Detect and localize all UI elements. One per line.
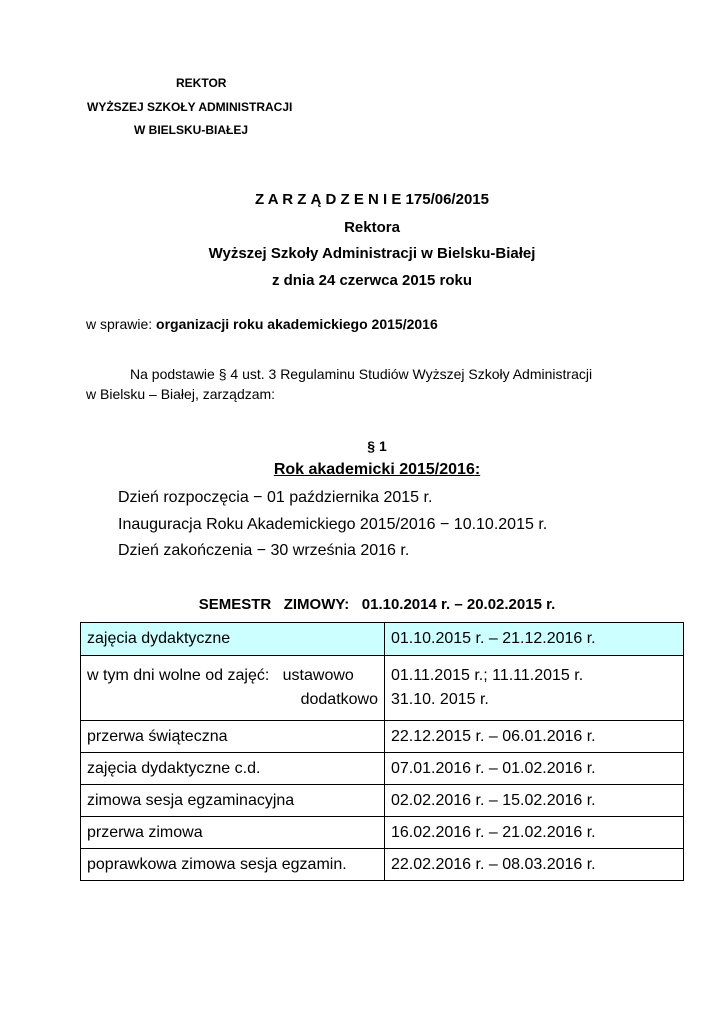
title-date: z dnia 24 czerwca 2015 roku xyxy=(271,272,473,289)
holiday-statutory-label: w tym dni wolne od zajęć: ustawowo xyxy=(87,667,354,684)
subject-prefix: w sprawie: xyxy=(86,316,157,332)
preamble-line1: Na podstawie § 4 ust. 3 Regulaminu Studiów Wyższej Szkoły Administracji xyxy=(130,366,593,382)
table-row xyxy=(81,721,684,753)
header-school: WYŻSZEJ SZKOŁY ADMINISTRACJI xyxy=(87,100,293,114)
table-cell-value: 22.02.2016 r. – 08.03.2016 r. xyxy=(385,849,684,881)
table-cell-value xyxy=(385,656,684,721)
table-row xyxy=(81,656,684,721)
table-row xyxy=(81,623,684,656)
table-cell-label: zimowa sesja egzaminacyjna xyxy=(81,785,385,817)
table-row xyxy=(81,753,684,785)
list-item: Inauguracja Roku Akademickiego 2015/2016 − 10.10.2015 r. xyxy=(118,516,548,533)
title-decree-number: Z A R Z Ą D Z E N I E 175/06/2015 xyxy=(255,191,489,208)
table-cell-label xyxy=(81,656,385,721)
semester-heading: SEMESTR ZIMOWY: 01.10.2014 r. – 20.02.2015 r. xyxy=(198,596,556,613)
table-cell-value: 16.02.2016 r. – 21.02.2016 r. xyxy=(385,817,684,849)
subject-text: organizacji roku akademickiego 2015/2016 xyxy=(156,316,438,332)
table-cell-label: przerwa zimowa xyxy=(81,817,385,849)
semester-schedule-table xyxy=(80,622,684,881)
list-item: Dzień rozpoczęcia − 01 października 2015 r. xyxy=(118,489,433,506)
preamble-line2: w Bielsku – Białej, zarządzam: xyxy=(86,386,276,402)
holiday-additional-dates: 31.10. 2015 r. xyxy=(391,691,489,708)
holiday-additional-label: dodatkowo xyxy=(300,691,378,708)
table-cell-label: poprawkowa zimowa sesja egzamin. xyxy=(81,849,385,881)
title-school: Wyższej Szkoły Administracji w Bielsku-Białej xyxy=(208,245,536,262)
table-cell-label: zajęcia dydaktyczne xyxy=(81,623,385,656)
subject-line xyxy=(86,316,438,332)
header-rektor: REKTOR xyxy=(176,76,227,90)
table-cell-label: przerwa świąteczna xyxy=(81,721,385,753)
list-item: Dzień zakończenia − 30 września 2016 r. xyxy=(118,542,410,559)
table-row xyxy=(81,817,684,849)
section-heading: Rok akademicki 2015/2016: xyxy=(273,461,481,478)
table-row xyxy=(81,849,684,881)
holiday-statutory-dates: 01.11.2015 r.; 11.11.2015 r. xyxy=(391,667,584,684)
table-cell-value: 01.10.2015 r. – 21.12.2016 r. xyxy=(385,623,684,656)
title-rektora: Rektora xyxy=(344,219,400,236)
section-number: § 1 xyxy=(367,438,387,454)
table-cell-value: 02.02.2016 r. – 15.02.2016 r. xyxy=(385,785,684,817)
table-cell-value: 22.12.2015 r. – 06.01.2016 r. xyxy=(385,721,684,753)
table-cell-label: zajęcia dydaktyczne c.d. xyxy=(81,753,385,785)
table-row xyxy=(81,785,684,817)
header-city: W BIELSKU-BIAŁEJ xyxy=(134,123,248,137)
table-cell-value: 07.01.2016 r. – 01.02.2016 r. xyxy=(385,753,684,785)
